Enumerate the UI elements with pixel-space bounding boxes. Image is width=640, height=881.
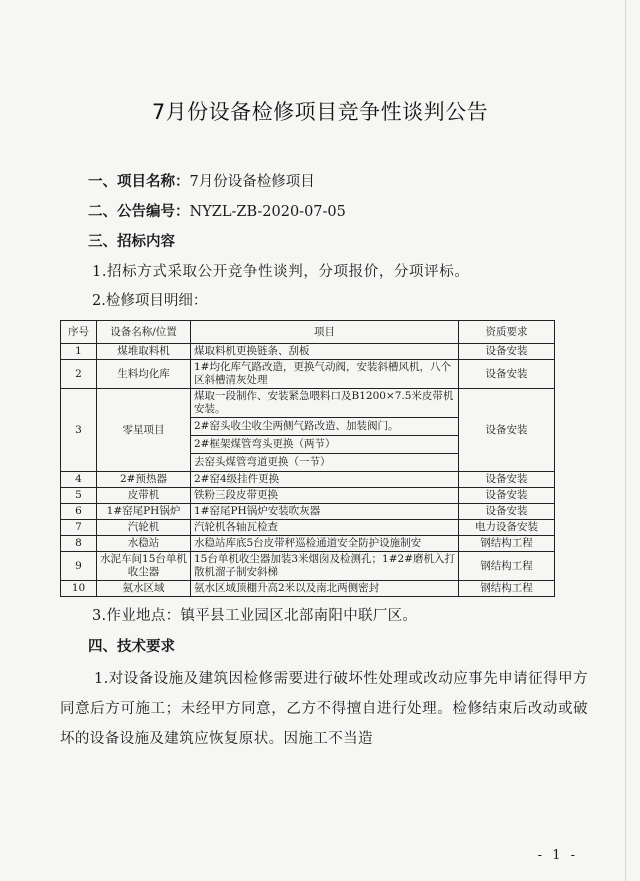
row-qualification: 设备安装 — [459, 360, 555, 389]
header-equipment: 设备名称/位置 — [97, 321, 191, 344]
notice-number-line — [88, 202, 580, 222]
row-qualification: 设备安装 — [459, 344, 555, 360]
table-row — [61, 389, 555, 418]
row-qualification: 电力设备安装 — [459, 520, 555, 536]
row-project: 汽轮机各轴瓦检查 — [191, 520, 459, 536]
row-no: 4 — [61, 472, 97, 488]
maintenance-detail-heading: 2.检修项目明细： — [92, 293, 208, 309]
row-project: 15台单机收尘器加装3米烟囱及检测孔；1#2#磨机入打散机溜子制安斜梯 — [191, 552, 459, 581]
notice-number-label: 二、公告编号： — [88, 204, 190, 220]
row-no: 1 — [61, 344, 97, 360]
row-qualification: 钢结构工程 — [459, 552, 555, 581]
row-no: 10 — [61, 581, 97, 597]
row-qualification: 钢结构工程 — [459, 581, 555, 597]
row-equipment: 煤堆取料机 — [97, 344, 191, 360]
maintenance-items-table — [60, 320, 555, 597]
tender-method-text: 1.招标方式采取公开竞争性谈判，分项报价，分项评标。 — [92, 264, 470, 280]
row-project: 2#窑4级挂件更换 — [191, 472, 459, 488]
table-row — [61, 520, 555, 536]
row-project: 2#框架煤管弯头更换（两节） — [191, 436, 459, 454]
row-no: 8 — [61, 536, 97, 552]
row-project: 去窑头煤管弯道更换（一节） — [191, 454, 459, 472]
row-equipment: 2#预热器 — [97, 472, 191, 488]
row-project: 铁粉三段皮带更换 — [191, 488, 459, 504]
row-qualification: 设备安装 — [459, 488, 555, 504]
row-equipment: 汽轮机 — [97, 520, 191, 536]
row-qualification: 设备安装 — [459, 389, 555, 472]
row-project: 2#窑头收尘收尘两侧气路改造、加装阀门。 — [191, 418, 459, 436]
header-project: 项目 — [191, 321, 459, 344]
technical-requirements-heading — [88, 637, 580, 657]
table-row — [61, 344, 555, 360]
row-equipment: 皮带机 — [97, 488, 191, 504]
notice-number-value: NYZL-ZB-2020-07-05 — [189, 204, 346, 220]
row-equipment: 生料均化库 — [97, 360, 191, 389]
project-name-label: 一、项目名称： — [88, 174, 190, 190]
table-row — [61, 581, 555, 597]
table-row — [61, 472, 555, 488]
header-no: 序号 — [61, 321, 97, 344]
row-project: 1#窑尾PH锅炉安装吹灰器 — [191, 504, 459, 520]
table-row — [61, 536, 555, 552]
row-qualification: 钢结构工程 — [459, 536, 555, 552]
row-equipment: 1#窑尾PH锅炉 — [97, 504, 191, 520]
table-header-row — [61, 321, 555, 344]
table-row — [61, 488, 555, 504]
row-project: 1#均化库气路改造，更换气动阀，安装斜槽风机，八个区斜槽清灰处理 — [191, 360, 459, 389]
technical-requirements-label: 四、技术要求 — [88, 639, 175, 655]
row-qualification: 设备安装 — [459, 472, 555, 488]
row-no: 5 — [61, 488, 97, 504]
project-name-value: 7月份设备检修项目 — [189, 174, 315, 190]
table-row — [61, 504, 555, 520]
row-equipment: 零星项目 — [97, 389, 191, 472]
row-project: 煤取料机更换链条、刮板 — [191, 344, 459, 360]
page-number: - 1 - — [537, 848, 578, 863]
row-no: 9 — [61, 552, 97, 581]
row-project: 煤取一段制作、安装紧急喂料口及B1200×7.5米皮带机安装。 — [191, 389, 459, 418]
table-row — [61, 360, 555, 389]
row-no: 2 — [61, 360, 97, 389]
technical-requirement-paragraph: 1.对设备设施及建筑因检修需要进行破坏性处理或改动应事先申请征得甲方同意后方可施工；未经甲方同意，乙方不得擅自进行处理。检修结束后改动或破坏的设备设施及建筑应恢复原状。因施工不当造 — [60, 671, 588, 747]
row-no: 7 — [61, 520, 97, 536]
work-location-text: 3.作业地点：镇平县工业园区北部南阳中联厂区。 — [92, 608, 418, 624]
header-qualification: 资质要求 — [459, 321, 555, 344]
row-equipment: 氨水区域 — [97, 581, 191, 597]
row-no: 6 — [61, 504, 97, 520]
row-project: 水稳站库底5台皮带秤巡检通道安全防护设施制安 — [191, 536, 459, 552]
page-fold-line — [625, 0, 626, 881]
tender-content-heading — [88, 232, 580, 252]
document-title: 7月份设备检修项目竞争性谈判公告 — [151, 100, 489, 124]
tender-content-label: 三、招标内容 — [88, 234, 175, 250]
row-equipment: 水泥车间15台单机收尘器 — [97, 552, 191, 581]
row-equipment: 水稳站 — [97, 536, 191, 552]
row-qualification: 设备安装 — [459, 504, 555, 520]
row-no: 3 — [61, 389, 97, 472]
row-project: 氨水区域顶棚升高2米以及南北两侧密封 — [191, 581, 459, 597]
table-row — [61, 552, 555, 581]
project-name-line — [88, 172, 580, 192]
